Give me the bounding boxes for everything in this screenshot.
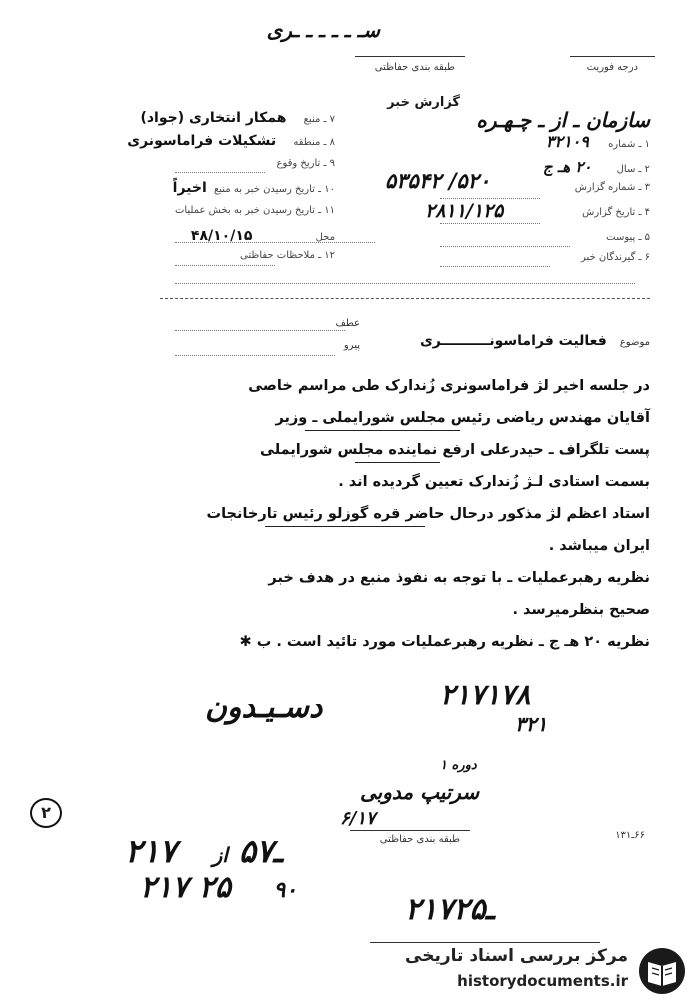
subject-side-1: عطف [335, 318, 360, 329]
field-8-value: تشکیلات فراماسونری [127, 133, 277, 149]
handwritten-number-2: ۲۸۱۱/۱۲۵ [425, 200, 504, 222]
body-line-4: بسمت استادی لـژ زُندارک تعیین گردیده اند . [338, 474, 650, 490]
date-value: ۴۸/۱۰/۱۵ [190, 228, 253, 244]
reference-right: ۲۱۷۱۷۸ [440, 678, 531, 711]
body-line-7: نظریه رهبرعملیات ـ با توجه به نفوذ منبع در هدف خبر [268, 570, 650, 586]
dotline-9 [175, 172, 265, 173]
header-separator [160, 298, 650, 299]
top-stamp-underline [355, 56, 465, 57]
body-line-1: در جلسه اخیر لژ فراماسونری زُندارک طی مراسم خاصی [248, 378, 650, 394]
subject-text: فعالیت فراماسونــــــــــری [419, 333, 607, 349]
footer-classification-line [350, 830, 470, 831]
field-10-label: ۱۰ ـ تاریخ رسیدن خبر به منبع [213, 184, 335, 195]
left-line-2-suffix: ۹۰ [273, 877, 298, 903]
body-line-2: آقایان مهندس ریاضی رئیس مجلس شورایملی ـ وزیر [275, 410, 650, 426]
subject-label: موضوع [619, 337, 650, 348]
field-5: ۵ ـ پیوست [606, 232, 650, 243]
circled-number [30, 798, 62, 828]
classification-label-top: طبقه بندی حفاظتی [374, 62, 455, 73]
handwritten-number-1: ۵۲۰/ ۵۳۵۴۲ [385, 168, 491, 193]
body-line-6: ایران میباشد . [548, 538, 650, 554]
field-2-label: ۲ ـ سال [616, 164, 650, 175]
subject-row [420, 330, 650, 349]
field-12: ۱۲ ـ ملاحظات حفاظتی [240, 250, 335, 261]
signature-mid: سرتیپ مدوبی [360, 780, 480, 804]
watermark [400, 944, 690, 999]
field-3: ۳ ـ شماره گزارش [574, 182, 650, 193]
bottom-rule [370, 942, 600, 943]
underline-riazi [305, 430, 460, 431]
field-7-label: ۷ ـ منبع [303, 114, 335, 125]
field-2 [543, 158, 650, 176]
body-line-3: پست تلگراف ـ حیدرعلی ارفع نماینده مجلس شورایملی [260, 442, 650, 458]
dotline-6 [440, 266, 550, 267]
signature-left: دسـیـدون [205, 690, 323, 725]
form-title: گزارش خبر [387, 95, 460, 110]
body-line-9: نظریه ۲۰ هـ ج ـ نظریه رهبرعملیات مورد تائید است . ب ✱ [239, 634, 650, 650]
footer-classification: طبقه بندی حفاظتی [379, 834, 460, 845]
top-secret-stamp: سـ ـ ـ ـ ـ ـرى [266, 18, 380, 42]
underline-gharagozlou [265, 526, 425, 527]
body-line-5: استاد اعظم لژ مذکور درحال حاضر قره گوزلو رئیس تارخانجات [206, 506, 650, 522]
field-1-value: ۳۲۱۰۹ [545, 132, 589, 151]
place-label: محل [315, 232, 335, 243]
book-logo-icon [636, 946, 688, 996]
field-8 [127, 133, 335, 149]
form-code: ۶۶ـ۱۳۱ [615, 830, 645, 841]
field-8-label: ۸ ـ منطقه [293, 137, 335, 148]
field-7-value: همکار انتخاری (جواد) [140, 110, 287, 126]
circled-number-text: ۲ [41, 803, 51, 822]
dotline-atf [175, 330, 345, 331]
field-2-value: ۲۰ هـ ج [542, 158, 592, 176]
field-9: ۹ ـ تاریخ وقوع [276, 158, 335, 169]
left-line-1-suffix: از [212, 843, 228, 867]
dotline-3 [440, 198, 540, 199]
mid-number: ۶/۱۷ [340, 808, 376, 829]
reference-right-sub: ۳۲۱ [515, 712, 548, 736]
field-10 [173, 180, 335, 196]
subject-side-2: پیرو [343, 340, 360, 351]
degree-underline [570, 56, 655, 57]
dotline-4 [440, 223, 540, 224]
dotline-peyro [175, 355, 335, 356]
underline-arfa [355, 462, 440, 463]
body-line-8: صحیح بنظرمیرسد . [512, 602, 650, 618]
left-handwritten-line-2 [140, 870, 297, 905]
left-line-2-value: ۲۱۷ ۲۵ [140, 870, 232, 905]
dotline-extra [175, 283, 635, 284]
watermark-line-2: historydocuments.ir [457, 972, 628, 990]
watermark-line-1: مرکز بررسی اسناد تاریخی [405, 946, 628, 966]
degree-label: درجه فوریت [586, 62, 638, 73]
field-4: ۴ ـ تاریخ گزارش [582, 207, 650, 218]
field-10-value: اخیراً [172, 180, 207, 196]
field-1 [546, 132, 650, 151]
field-11: ۱۱ ـ تاریخ رسیدن خبر به بخش عملیات [174, 205, 335, 216]
field-7 [140, 110, 335, 126]
sender-handwritten: سازمان ـ از ـ چـهـره [476, 108, 650, 132]
left-line-1-value: ۲۱۷ـ۵۷ [125, 832, 283, 870]
dotline-12 [175, 265, 275, 266]
dore-note: دوره ۱ [440, 758, 477, 773]
field-6: ۶ ـ گیرندگان خبر [580, 252, 650, 263]
field-1-label: ۱ ـ شماره [608, 139, 650, 150]
bottom-number: ۲۱۷ـ۲۵ [405, 892, 495, 927]
dotline-5 [440, 246, 570, 247]
left-handwritten-line-1 [125, 832, 283, 870]
dotline-date [175, 242, 375, 243]
